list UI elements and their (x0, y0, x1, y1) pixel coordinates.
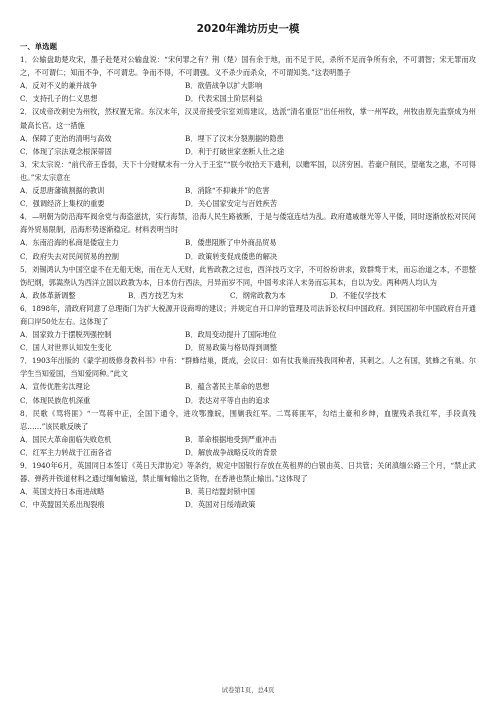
option-B[interactable]: B．英日结盟封锁中国 (185, 487, 255, 497)
option-B[interactable]: B．欲借战争以扩大影响 (185, 81, 263, 91)
question-6 (20, 302, 476, 354)
question-stem: 4．—明朝为防沿海军阀余党与海盗滋扰，实行海禁，沿海人民生路被断，于是与倭寇连结为乱。政府遣戚继光等人平倭，同时逐渐放松对民间海外贸易限制，沿海形势逐渐稳定。材料表明当时 (20, 212, 476, 235)
option-A[interactable]: A．保障了吏治的清明与高效 (20, 133, 112, 143)
option-A[interactable]: A．政体革新调整 (20, 290, 76, 300)
question-stem: 3．宋太宗说：“前代帝王昏弱，天下十分财赋未有一分入于王室”“朕今收拾天下遗利，以赡军国，以济穷困。若豪户削民，望毫发之惠，不可得也。”宋太宗意在 (20, 159, 476, 182)
option-C[interactable]: C．体现民族危机深重 (20, 395, 91, 405)
section-heading: 一、单选题 (20, 42, 57, 51)
question-stem: 7．1903年出版的《蒙学初级修身教科书》中有：“群蜂结巢，既成，会议曰：如有仗我巢而残我同种者，其刺之。人之有国，犹蜂之有巢。尔学生当知爱国，当知爱同种。”此文 (20, 356, 476, 379)
question-options (20, 380, 476, 406)
option-A[interactable]: A．国家致力于摆脱列强控制 (20, 330, 112, 340)
option-B[interactable]: B．政局变动提升了国际地位 (185, 330, 277, 340)
question-options (20, 184, 476, 210)
question-options (20, 79, 476, 105)
question-2 (20, 105, 476, 157)
question-options (20, 485, 476, 511)
option-D[interactable]: D．表达对平等自由的追求 (185, 395, 270, 405)
question-stem: 1．公输盘助楚攻宋，墨子赴楚对公输盘说：“宋何罪之有？荆（楚）国有余于地，而不足于民，杀所不足而争所有余，不可谓智；宋无罪而攻之，不可谓仁；知而不争，不可谓忠。争而不得，不可谓强。义不杀少而杀众，不可谓知类。”这表明墨子 (20, 55, 476, 78)
question-options (20, 132, 476, 158)
question-options (20, 328, 476, 354)
option-A[interactable]: A．反思唐藩镇割据的教训 (20, 186, 105, 196)
option-A[interactable]: A．宣传优胜劣汰理论 (20, 382, 90, 392)
option-D[interactable]: D．解放战争战略反攻的背景 (185, 447, 278, 457)
page-title: 2020年潍坊历史一模 (196, 23, 300, 35)
option-D[interactable]: D．英国对日绥靖政策 (185, 500, 256, 510)
question-stem: 6．1898年，清政府同意了总理衙门为扩大税源开设商埠的建议；并规定自开口岸的管理及司法诉讼权归中国政府。到民国初年中国政府自开通商口岸50处左右。这体现了 (20, 303, 476, 326)
option-D[interactable]: D．不能仅学技术 (330, 290, 387, 300)
option-D[interactable]: D．利于打破世家垄断人仕之途 (185, 146, 285, 156)
option-C[interactable]: C．红军主力转战于江南各省 (20, 447, 112, 457)
option-A[interactable]: A．反对不义的兼并战争 (20, 81, 98, 91)
question-options (20, 289, 476, 302)
option-C[interactable]: C．国人对世界认知发生变化 (20, 343, 112, 353)
option-B[interactable]: B．革命根据地受到严重冲击 (185, 434, 277, 444)
option-C[interactable]: C．强调经济上集权的重要 (20, 199, 105, 209)
question-stem: 2．汉成帝改刺史为州牧，然权置无常。东汉末年，汉灵帝接受宗室刘焉建议，选派“清名重臣”出任州牧，掌一州军政，州牧由原先监察成为州最高长官。这一措施 (20, 107, 476, 130)
question-stem: 9．1940年6月，英国同日本签订《英日天津协定》等条约，规定中国银行存放在英租界的白银由英、日共管；关闭滇缅公路三个月，“禁止武器、弹药并铁道材料之通过缅甸输送，禁止缅甸输出之货物，在香港也禁止输出。”这体现了 (20, 461, 476, 484)
option-A[interactable]: A．东南沿海的私商是倭寇主力 (20, 238, 119, 248)
option-D[interactable]: D．关心国家安定与百姓疾苦 (185, 199, 278, 209)
question-options (20, 236, 476, 262)
option-B[interactable]: B．倭患阻断了中外商品贸易 (185, 238, 277, 248)
option-C[interactable]: C．体现了宗法观念根深蒂固 (20, 146, 112, 156)
option-A[interactable]: A．国民大革命面临失败危机 (20, 434, 112, 444)
option-A[interactable]: A．英国支持日本南进战略 (20, 487, 105, 497)
question-list (20, 53, 476, 511)
question-5 (20, 263, 476, 302)
question-9 (20, 459, 476, 511)
question-stem: 8．民歌《骂将匪》“一骂蒋中正，全国下通令，进攻鄂豫皖，围剿我红军。二骂蒋匪军，勾结土豪和乡绅，血腥残杀我红军，手段真残忍……”该民歌反映了 (20, 408, 476, 431)
option-B[interactable]: B．西方技艺为末 (128, 290, 184, 300)
question-options (20, 433, 476, 459)
question-3 (20, 158, 476, 210)
option-B[interactable]: B．埋下了汉末分裂割据的隐患 (185, 133, 284, 143)
option-D[interactable]: D．政策转变促成倭患的解决 (185, 251, 278, 261)
option-D[interactable]: D．贸易政策与格局得到调整 (185, 343, 278, 353)
option-D[interactable]: D．代表宋国土阶层利益 (185, 94, 263, 104)
question-stem: 5．刘锡鸿认为中国空虚不在无船无炮，而在无人无财，此皆政教之过也，西洋技巧文字，不可纷纷讲求，致群骛于末，而忘治道之本，不思整饬纪纲，郭嵩焘认为西洋立国以政教为本，日本仿行西法，月异而岁不同，中国考求洋人末务而忘其本，自以为安。两种两人均认为 (20, 264, 476, 287)
option-B[interactable]: B．蕴含著民主革命的思想 (185, 382, 270, 392)
option-C[interactable]: C．中英盟国关系出现裂痕 (20, 500, 105, 510)
option-C[interactable]: C．政府失去对民间贸易的控制 (20, 251, 119, 261)
page-footer: 试卷第1页，总4页 (221, 686, 275, 694)
option-B[interactable]: B．消除“不抑兼并”的危害 (185, 186, 270, 196)
question-1 (20, 53, 476, 105)
question-7 (20, 354, 476, 406)
question-4 (20, 210, 476, 262)
option-C[interactable]: C．支持孔子的仁义思想 (20, 94, 98, 104)
question-8 (20, 407, 476, 459)
option-C[interactable]: C．纲常政教为本 (230, 290, 286, 300)
